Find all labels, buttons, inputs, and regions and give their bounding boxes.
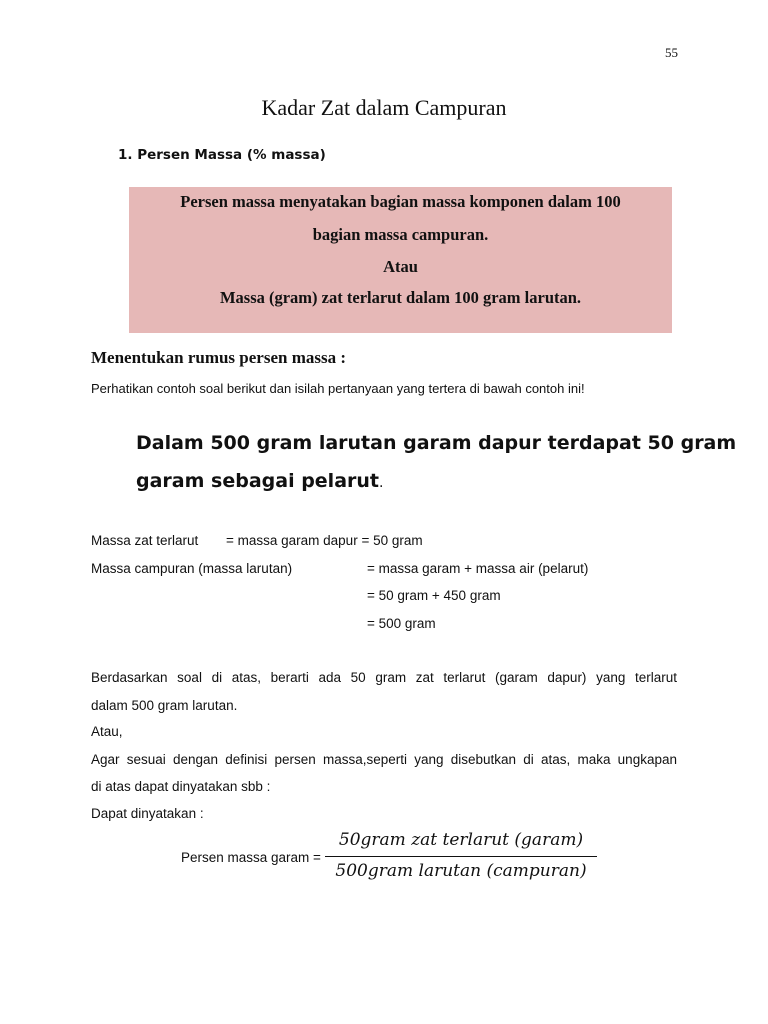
calc-row-4-value: = 500 gram: [367, 616, 436, 631]
calc-row-1-value: = massa garam dapur = 50 gram: [226, 533, 423, 548]
calc-row-2-value: = massa garam + massa air (pelarut): [367, 561, 589, 576]
problem-period: .: [379, 475, 384, 491]
problem-line-2-text: garam sebagai pelarut: [136, 470, 379, 492]
subheading: Menentukan rumus persen massa :: [91, 348, 347, 367]
paragraph-1-line-1: Berdasarkan soal di atas, berarti ada 50 gram zat terlarut (garam dapur) yang terlarut: [91, 670, 677, 685]
definition-box: [129, 187, 672, 333]
definition-line-4: Massa (gram) zat terlarut dalam 100 gram larutan.: [219, 288, 582, 307]
page-title: Kadar Zat dalam Campuran: [261, 95, 507, 120]
paragraph-2-line-2: di atas dapat dinyatakan sbb :: [91, 779, 271, 794]
calc-row-3-value: = 50 gram + 450 gram: [367, 588, 501, 603]
fraction-bar: [325, 856, 597, 857]
problem-line-1: Dalam 500 gram larutan garam dapur terdapat 50 gram: [136, 432, 737, 454]
problem-line-2: [136, 470, 383, 492]
definition-line-2: bagian massa campuran.: [312, 225, 489, 244]
definition-line-1: Persen massa menyatakan bagian massa komponen dalam 100: [180, 192, 621, 211]
paragraph-1-line-2: dalam 500 gram larutan.: [91, 698, 238, 713]
atau-text: Atau,: [91, 724, 123, 739]
page-number: 55: [665, 45, 678, 60]
formula-denominator: 500gram larutan (campuran): [335, 861, 587, 881]
formula-fraction: [325, 830, 597, 881]
calc-row-1-label: Massa zat terlarut: [91, 533, 199, 548]
section-heading: 1. Persen Massa (% massa): [118, 147, 326, 163]
formula-numerator: 50gram zat terlarut (garam): [338, 830, 584, 850]
definition-line-3: Atau: [383, 257, 418, 276]
formula-label: Persen massa garam =: [181, 850, 321, 865]
paragraph-2-line-1: Agar sesuai dengan definisi persen massa,seperti yang disebutkan di atas, maka ungkapan: [91, 752, 677, 767]
calc-row-2-label: Massa campuran (massa larutan): [91, 561, 293, 576]
instruction-text: Perhatikan contoh soal berikut dan isilah pertanyaan yang tertera di bawah contoh ini!: [91, 381, 585, 396]
paragraph-3: Dapat dinyatakan :: [91, 806, 204, 821]
